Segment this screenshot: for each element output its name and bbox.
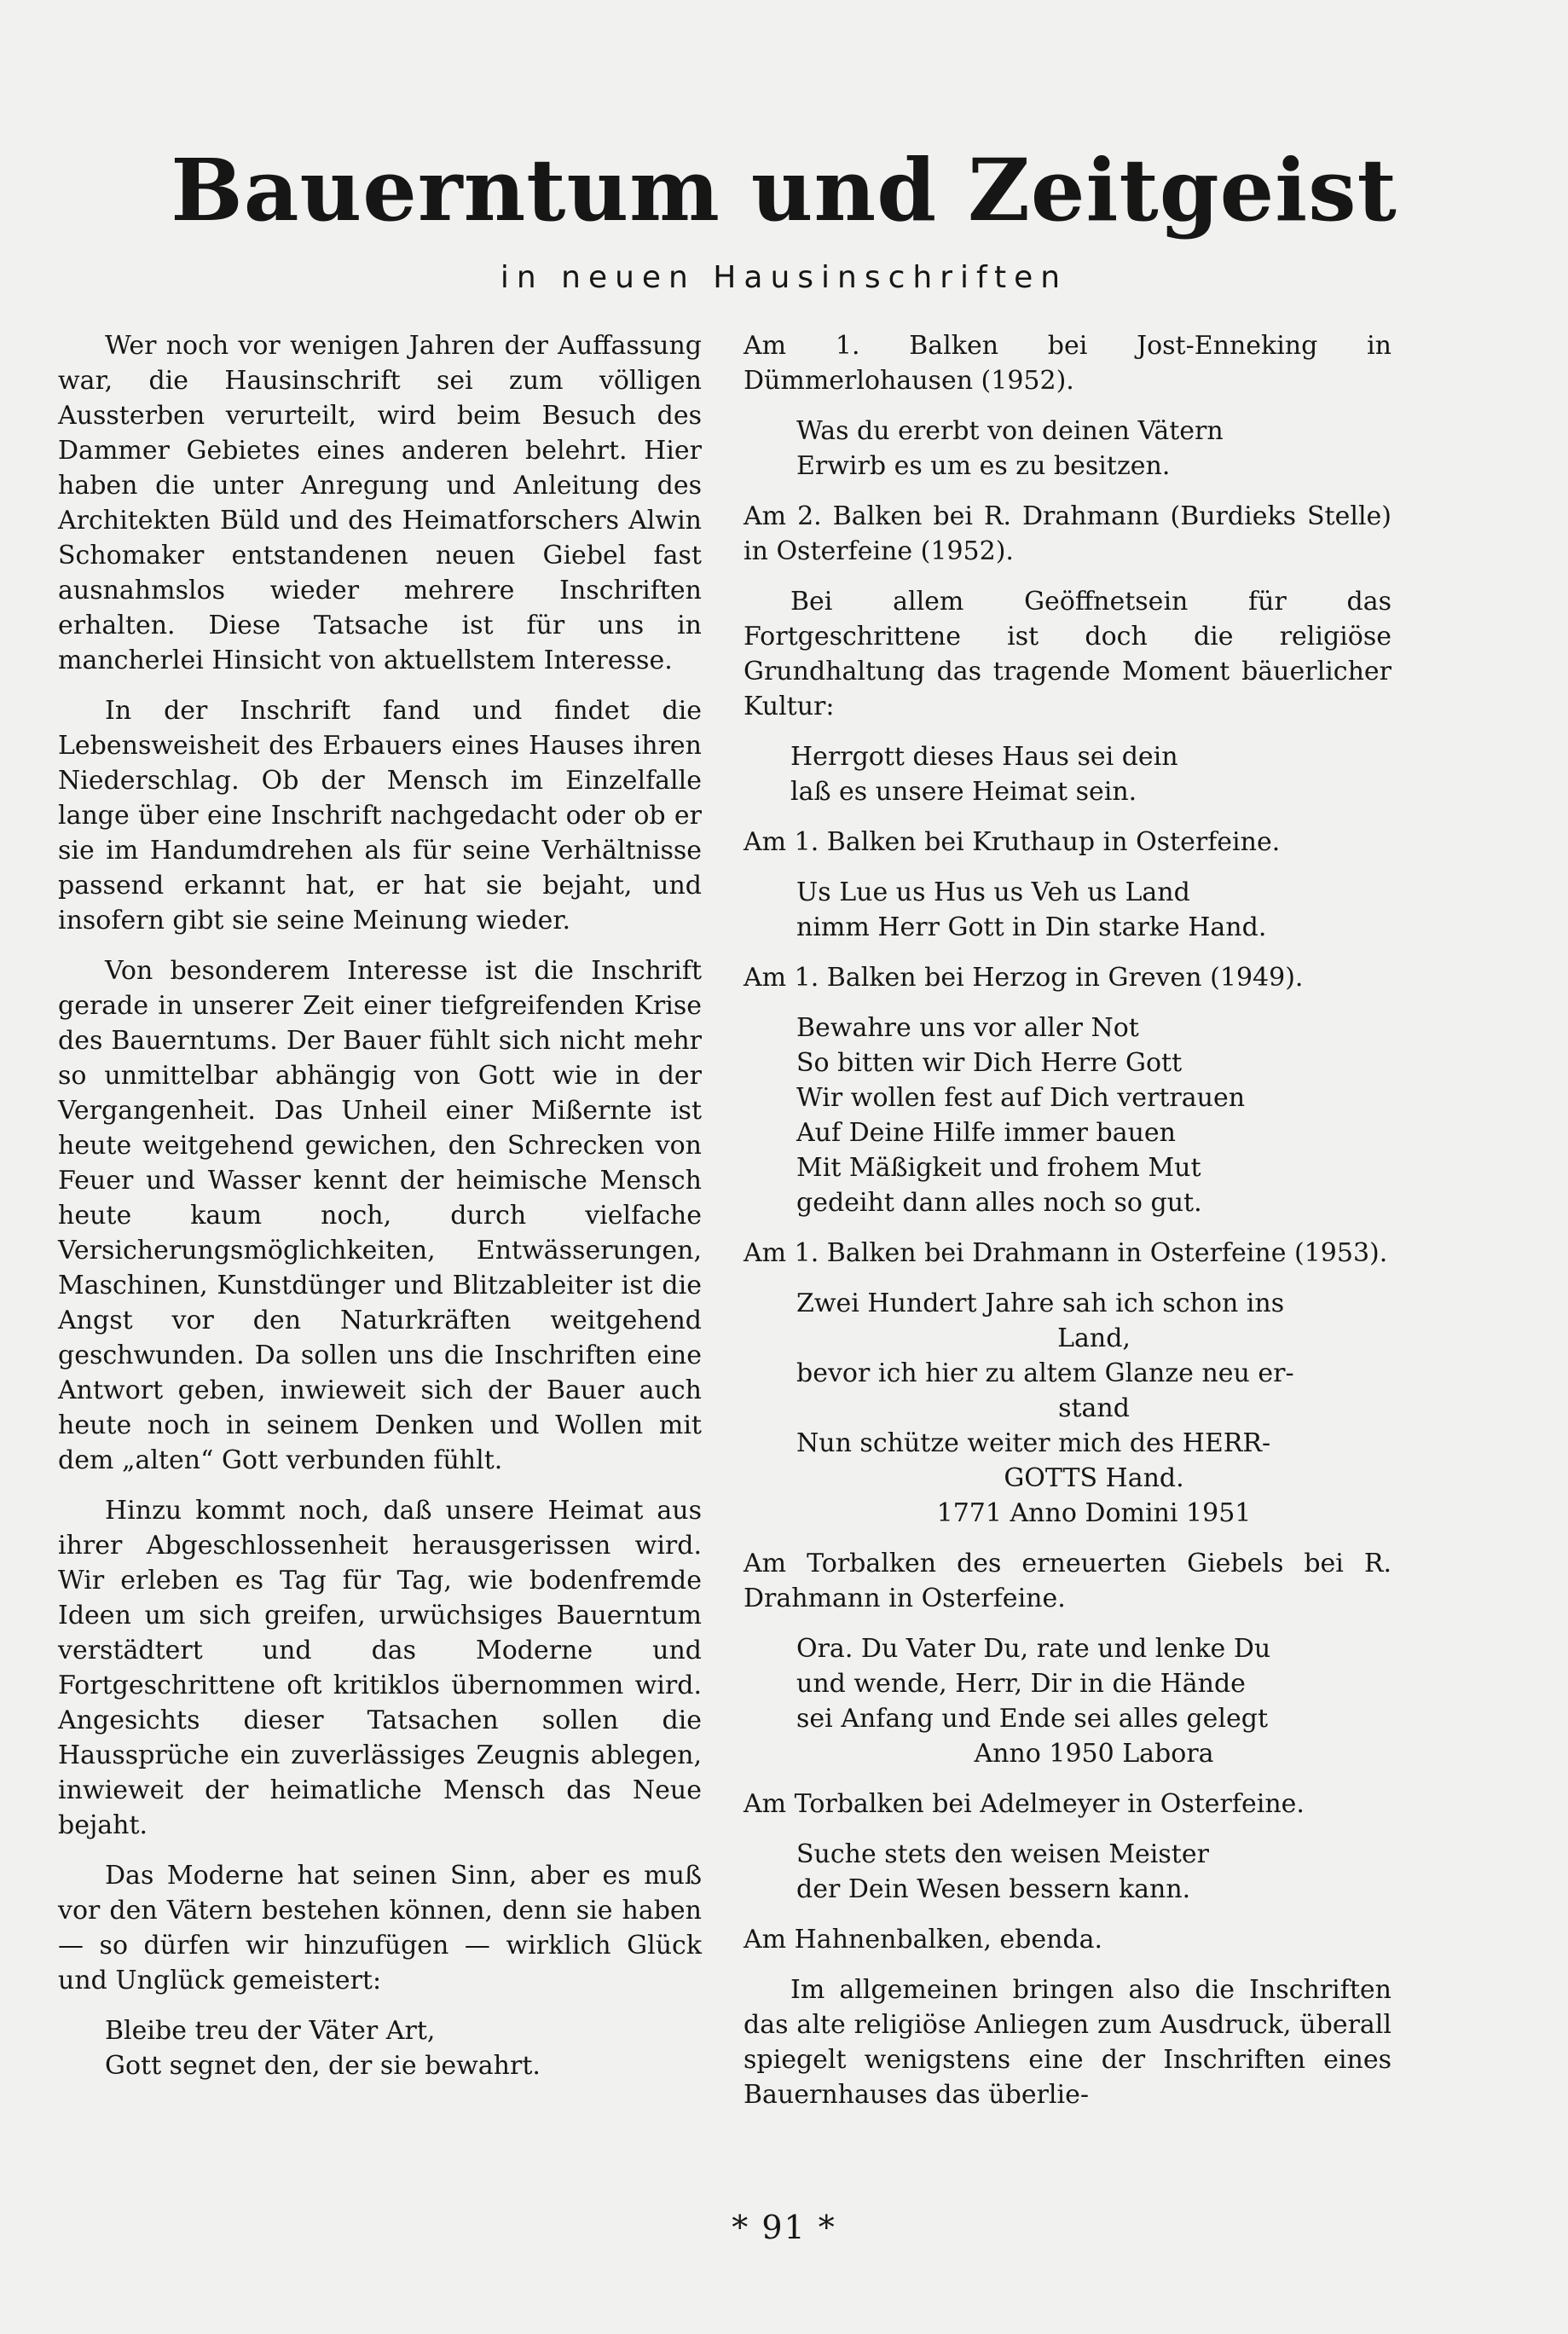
verse — [743, 739, 1392, 809]
verse-line: nimm Herr Gott in Din starke Hand. — [796, 912, 1267, 942]
verse — [743, 1286, 1392, 1531]
verse-line: Anno 1950 Labora — [974, 1739, 1214, 1769]
paragraph: Von besonderem Interesse ist die Inschrift gerade in unserer Zeit einer tiefgreifenden Krise des Bauerntums. Der Bauer fühlt sich nicht mehr so unmittelbar abhängig von Gott wie in der Vergangenheit. Das Unheil einer Mißernte ist heute weitgehend gewichen, den Schrecken von Feuer und Wasser kennt der heimische Mensch heute kaum noch, durch vielfache Versicherungsmöglichkeiten, Entwässerungen, Maschinen, Kunstdünger und Blitzableiter ist die Angst vor den Naturkräften weitgehend geschwunden. Da sollen uns die Inschriften eine Antwort geben, inwieweit sich der Bauer auch heute noch in seinem Denken und Wollen mit dem „alten“ Gott verbunden fühlt. — [58, 956, 702, 1475]
verse-line: Ora. Du Vater Du, rate und lenke Du — [796, 1634, 1271, 1664]
verse — [743, 1837, 1392, 1907]
article-title: Bauerntum und Zeitgeist — [171, 140, 1397, 240]
verse — [743, 414, 1392, 484]
verse — [743, 1011, 1392, 1220]
verse-line: 1771 Anno Domini 1951 — [936, 1498, 1252, 1528]
verse-line: bevor ich hier zu altem Glanze neu er- — [796, 1358, 1294, 1388]
verse-line: Zwei Hundert Jahre sah ich schon ins — [796, 1289, 1285, 1318]
source-caption: Am Torbalken des erneuerten Giebels bei R. Drahmann in Osterfeine. — [743, 1549, 1392, 1613]
verse-line: Bleibe treu der Väter Art, — [105, 2016, 436, 2046]
source-caption: Am 1. Balken bei Drahmann in Osterfeine (1953). — [743, 1238, 1388, 1268]
verse-line: Gott segnet den, der sie bewahrt. — [105, 2051, 541, 2081]
verse-line: Us Lue us Hus us Veh us Land — [796, 877, 1190, 907]
verse — [743, 1631, 1392, 1771]
source-caption: Am 1. Balken bei Jost-Enneking in Dümmerlohausen (1952). — [743, 331, 1392, 396]
verse-line: Suche stets den weisen Meister — [796, 1839, 1209, 1869]
verse-line: Erwirb es um es zu besitzen. — [796, 451, 1171, 481]
article-subtitle: in neuen Hausinschriften — [500, 260, 1068, 295]
verse-line: sei Anfang und Ende sei alles gelegt — [796, 1704, 1269, 1734]
paragraph: Im allgemeinen bringen also die Inschriften das alte religiöse Anliegen zum Ausdruck, überall spiegelt wenigstens eine der Inschriften eines Bauernhauses das überlie- — [743, 1975, 1392, 2110]
verse-line: Wir wollen fest auf Dich vertrauen — [796, 1083, 1246, 1113]
source-caption: Am Torbalken bei Adelmeyer in Osterfeine. — [743, 1789, 1305, 1819]
verse-line: So bitten wir Dich Herre Gott — [796, 1048, 1183, 1078]
paragraph: Hinzu kommt noch, daß unsere Heimat aus ihrer Abgeschlossenheit herausgerissen wird. Wir erleben es Tag für Tag, wie bodenfremde Ideen um sich greifen, urwüchsiges Bauerntum verstädtert und das Moderne und Fortgeschrittene oft kritiklos übernommen wird. Angesichts dieser Tatsachen sollen die Haussprüche ein zuverlässiges Zeugnis ablegen, inwieweit der heimatliche Mensch das Neue bejaht. — [58, 1496, 702, 1840]
left-column — [58, 328, 702, 2099]
verse-line: und wende, Herr, Dir in die Hände — [796, 1669, 1246, 1699]
paragraph: Bei allem Geöffnetsein für das Fortgeschrittene ist doch die religiöse Grundhaltung das tragende Moment bäuerlicher Kultur: — [743, 587, 1392, 721]
paragraph: In der Inschrift fand und findet die Lebensweisheit des Erbauers eines Hauses ihren Niederschlag. Ob der Mensch im Einzelfalle lange über eine Inschrift nachgedacht oder ob er sie im Handumdrehen als für seine Verhältnisse passend erkannt hat, er hat sie bejaht, und insofern gibt sie seine Meinung wieder. — [58, 696, 702, 935]
verse-line: Bewahre uns vor aller Not — [796, 1013, 1139, 1043]
verse-line: Nun schütze weiter mich des HERR- — [796, 1428, 1271, 1458]
source-caption: Am 1. Balken bei Kruthaup in Osterfeine. — [743, 827, 1281, 857]
verse-line: Herrgott dieses Haus sei dein — [790, 742, 1178, 772]
source-caption: Am Hahnenbalken, ebenda. — [743, 1925, 1103, 1955]
paragraph: Wer noch vor wenigen Jahren der Auffassung war, die Hausinschrift sei zum völligen Aussterben verurteilt, wird beim Besuch des Dammer Gebietes eines anderen belehrt. Hier haben die unter Anregung und Anleitung des Architekten Büld und des Heimatforschers Alwin Schomaker entstandenen neuen Giebel fast ausnahmslos wieder mehrere Inschriften erhalten. Diese Tatsache ist für uns in mancherlei Hinsicht von aktuellstem Interesse. — [58, 331, 702, 675]
source-caption: Am 2. Balken bei R. Drahmann (Burdieks Stelle) in Osterfeine (1952). — [743, 501, 1392, 566]
right-column — [743, 328, 1392, 2128]
verse-line: der Dein Wesen bessern kann. — [796, 1874, 1191, 1904]
source-caption: Am 1. Balken bei Herzog in Greven (1949). — [743, 963, 1304, 993]
verse-line: Land, — [1057, 1323, 1131, 1353]
verse-line: stand — [1058, 1393, 1130, 1423]
verse-line: GOTTS Hand. — [1004, 1463, 1184, 1493]
verse-line: Was du ererbt von deinen Vätern — [796, 416, 1224, 446]
verse-line: laß es unsere Heimat sein. — [790, 777, 1137, 807]
verse-line: Mit Mäßigkeit und frohem Mut — [796, 1153, 1201, 1183]
verse-line: gedeiht dann alles noch so gut. — [796, 1188, 1202, 1218]
paragraph: Das Moderne hat seinen Sinn, aber es muß vor den Vätern bestehen können, denn sie haben — so dürfen wir hinzufügen — wirklich Glück und Unglück gemeistert: — [58, 1861, 702, 1995]
verse-line: Auf Deine Hilfe immer bauen — [796, 1118, 1176, 1148]
verse — [58, 2013, 702, 2083]
page-number: * 91 * — [732, 2209, 836, 2246]
verse — [743, 875, 1392, 945]
